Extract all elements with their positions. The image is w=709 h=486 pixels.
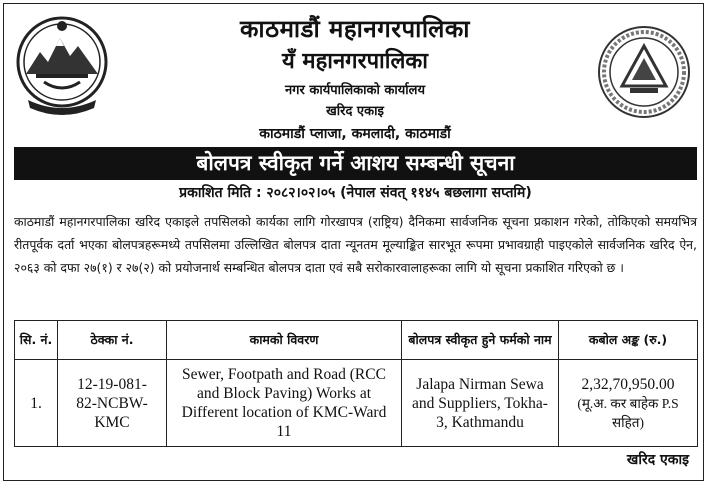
footer-unit: खरिद एकाइ [626,452,689,468]
office-address: काठमाडौं प्लाजा, कमलादी, काठमाडौं [259,126,451,142]
org-title-newari: यँ महानगरपालिका [282,48,428,74]
org-title: काठमाडौं महानगरपालिका [239,15,470,43]
bidder-name: Jalapa Nirman Sewa and Suppliers, Tokha-3, Kathmandu [412,375,548,431]
cell-bidder [402,360,559,447]
unit-name: खरिद एकाइ [326,104,384,119]
notice-title-banner: बोलपत्र स्वीकृत गर्ने आशय सम्बन्धी सूचना [14,147,697,180]
office-name: नगर कार्यपालिकाको कार्यालय [284,83,426,98]
work-description: Sewer, Footpath and Road (RCC and Block Paving) Works at Different location of KMC-Ward 11 [181,366,387,440]
amount-note: (मू.अ. कर बाहेक P.S सहित) [577,395,679,430]
cell-sn: 1. [15,360,58,447]
header-sn: सि. नं. [15,321,58,360]
kmc-emblem-icon [14,12,110,118]
award-table [14,320,698,447]
header-amount: कबोल अङ्क (रु.) [559,321,698,360]
bid-amount: 2,32,70,950.00 [581,375,675,393]
round-seal-icon [596,24,692,120]
header-bidder: बोलपत्र स्वीकृत हुने फर्मको नाम [402,321,559,360]
cell-contract [58,360,167,447]
notice-body: काठमाडौं महानगरपालिका खरिद एकाइले तपसिलको कार्यका लागि गोरखापत्र (राष्ट्रिय) दैनिकमा सार्वजनिक सूचना प्रकाशन गरेको, तोकिएको समयभित्र रीतपूर्वक दर्ता भएका बोलपत्रहरूमध्ये तपसिलमा उल्लिखित बोलपत्र दाता न्यूनतम मूल्याङ्कित सारभूत रूपमा प्रभावग्राही पाइएकोले सार्वजनिक खरिद ऐन, २०६३ को दफा २७(१) र २७(२) को प्रयोजनार्थ सम्बन्धित बोलपत्र दाता एवं सबै सरोकारवालाहरूका लागि यो सूचना प्रकाशित गरिएको छ । [14,214,697,275]
contract-number: 12-19-081-82-NCBW-KMC [76,375,148,431]
cell-amount [559,360,698,447]
header-contract: ठेक्का नं. [58,321,167,360]
table-row [15,360,698,447]
cell-description [167,360,402,447]
header-description: कामको विवरण [167,321,402,360]
published-date: प्रकाशित मिति : २०८२।०२।०५ (नेपाल संवत् ११४५ बछलागा सप्तमि) [179,185,532,201]
table-header-row [15,321,698,360]
